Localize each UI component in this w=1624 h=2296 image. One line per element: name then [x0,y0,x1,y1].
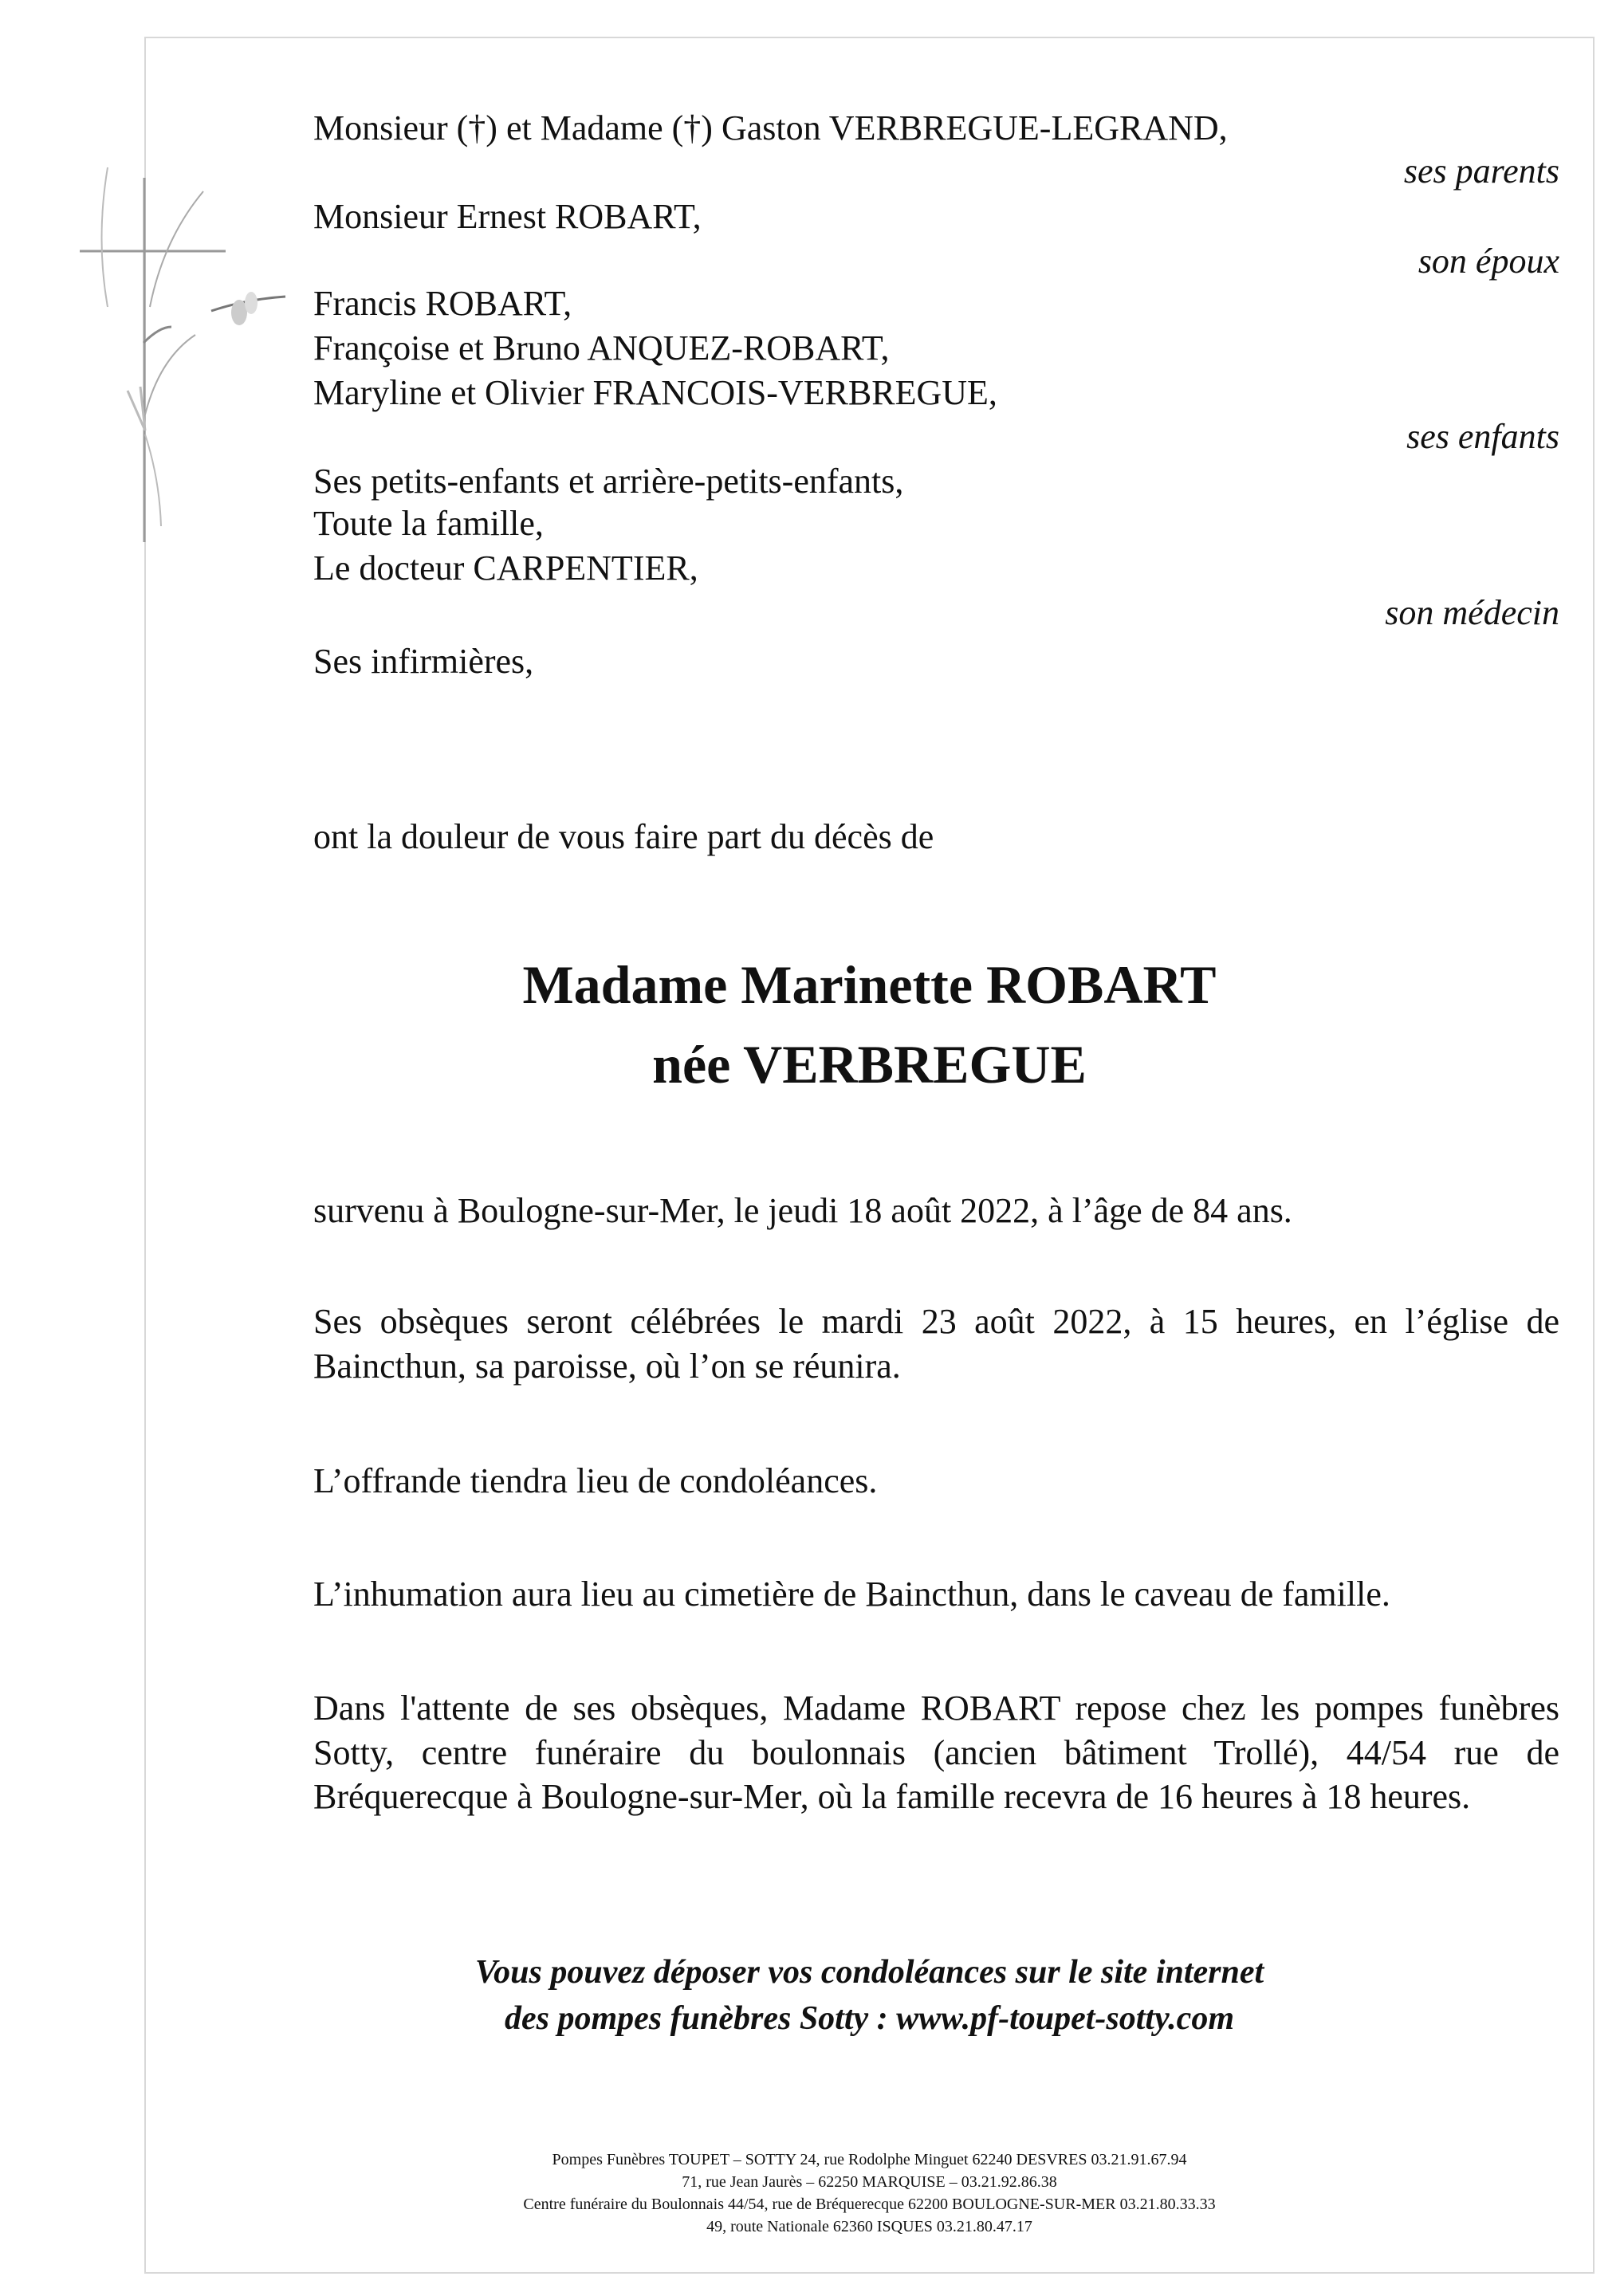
burial-info: L’inhumation aura lieu au cimetière de Baincthun, dans le caveau de famille. [313,1575,1390,1614]
viewing-info: Dans l'attente de ses obsèques, Madame ROBART repose chez les pompes funèbres Sotty, centre funéraire du boulonnais (ancien bâtiment Trollé), 44/54 rue de Bréquerecque à Boulogne-sur-Mer, où la famille recevra de 16 heures à 18 heures. [313,1689,1559,1816]
relation-spouse: son époux [1418,242,1559,281]
footer-line: 71, rue Jean Jaurès – 62250 MARQUISE – 03.21.92.86.38 [682,2173,1057,2191]
condolences-line: Vous pouvez déposer vos condoléances sur le site internet [474,1954,1264,1991]
deceased-name: Madame Marinette ROBART [522,954,1217,1015]
footer-line: Pompes Funèbres TOUPET – SOTTY 24, rue Rodolphe Minguet 62240 DESVRES 03.21.91.67.94 [552,2151,1187,2168]
announcement: ont la douleur de vous faire part du décès de [313,817,934,856]
offering-info: L’offrande tiendra lieu de condoléances. [313,1461,878,1500]
family-spouse: Monsieur Ernest ROBART, [313,197,702,236]
family-child: Francis ROBART, [313,284,572,323]
cross-flower-icon [80,144,319,606]
condolences-website: des pompes funèbres Sotty : www.pf-toupet-sotty.com [505,2000,1234,2037]
family-nurses: Ses infirmières, [313,642,534,681]
family-child: Maryline et Olivier FRANCOIS-VERBREGUE, [313,373,997,412]
family-parents: Monsieur (†) et Madame (†) Gaston VERBREGUE-LEGRAND, [313,108,1228,147]
family-grandchildren: Ses petits-enfants et arrière-petits-enfants, [313,462,904,501]
funeral-info: Ses obsèques seront célébrées le mardi 23 août 2022, à 15 heures, en l’église de Baincthun, sa paroisse, où l’on se réunira. [313,1302,1559,1386]
relation-doctor: son médecin [1385,593,1559,632]
deceased-maiden-name: née VERBREGUE [652,1034,1087,1095]
relation-parents: ses parents [1403,151,1559,191]
footer-line: 49, route Nationale 62360 ISQUES 03.21.80.47.17 [706,2218,1032,2235]
family-doctor: Le docteur CARPENTIER, [313,548,698,588]
death-info: survenu à Boulogne-sur-Mer, le jeudi 18 août 2022, à l’âge de 84 ans. [313,1191,1292,1230]
footer-line: Centre funéraire du Boulonnais 44/54, rue de Bréquerecque 62200 BOULOGNE-SUR-MER 03.21.80.33.33 [523,2196,1216,2213]
relation-children: ses enfants [1406,417,1559,456]
family-all: Toute la famille, [313,504,544,543]
family-child: Françoise et Bruno ANQUEZ-ROBART, [313,328,890,368]
